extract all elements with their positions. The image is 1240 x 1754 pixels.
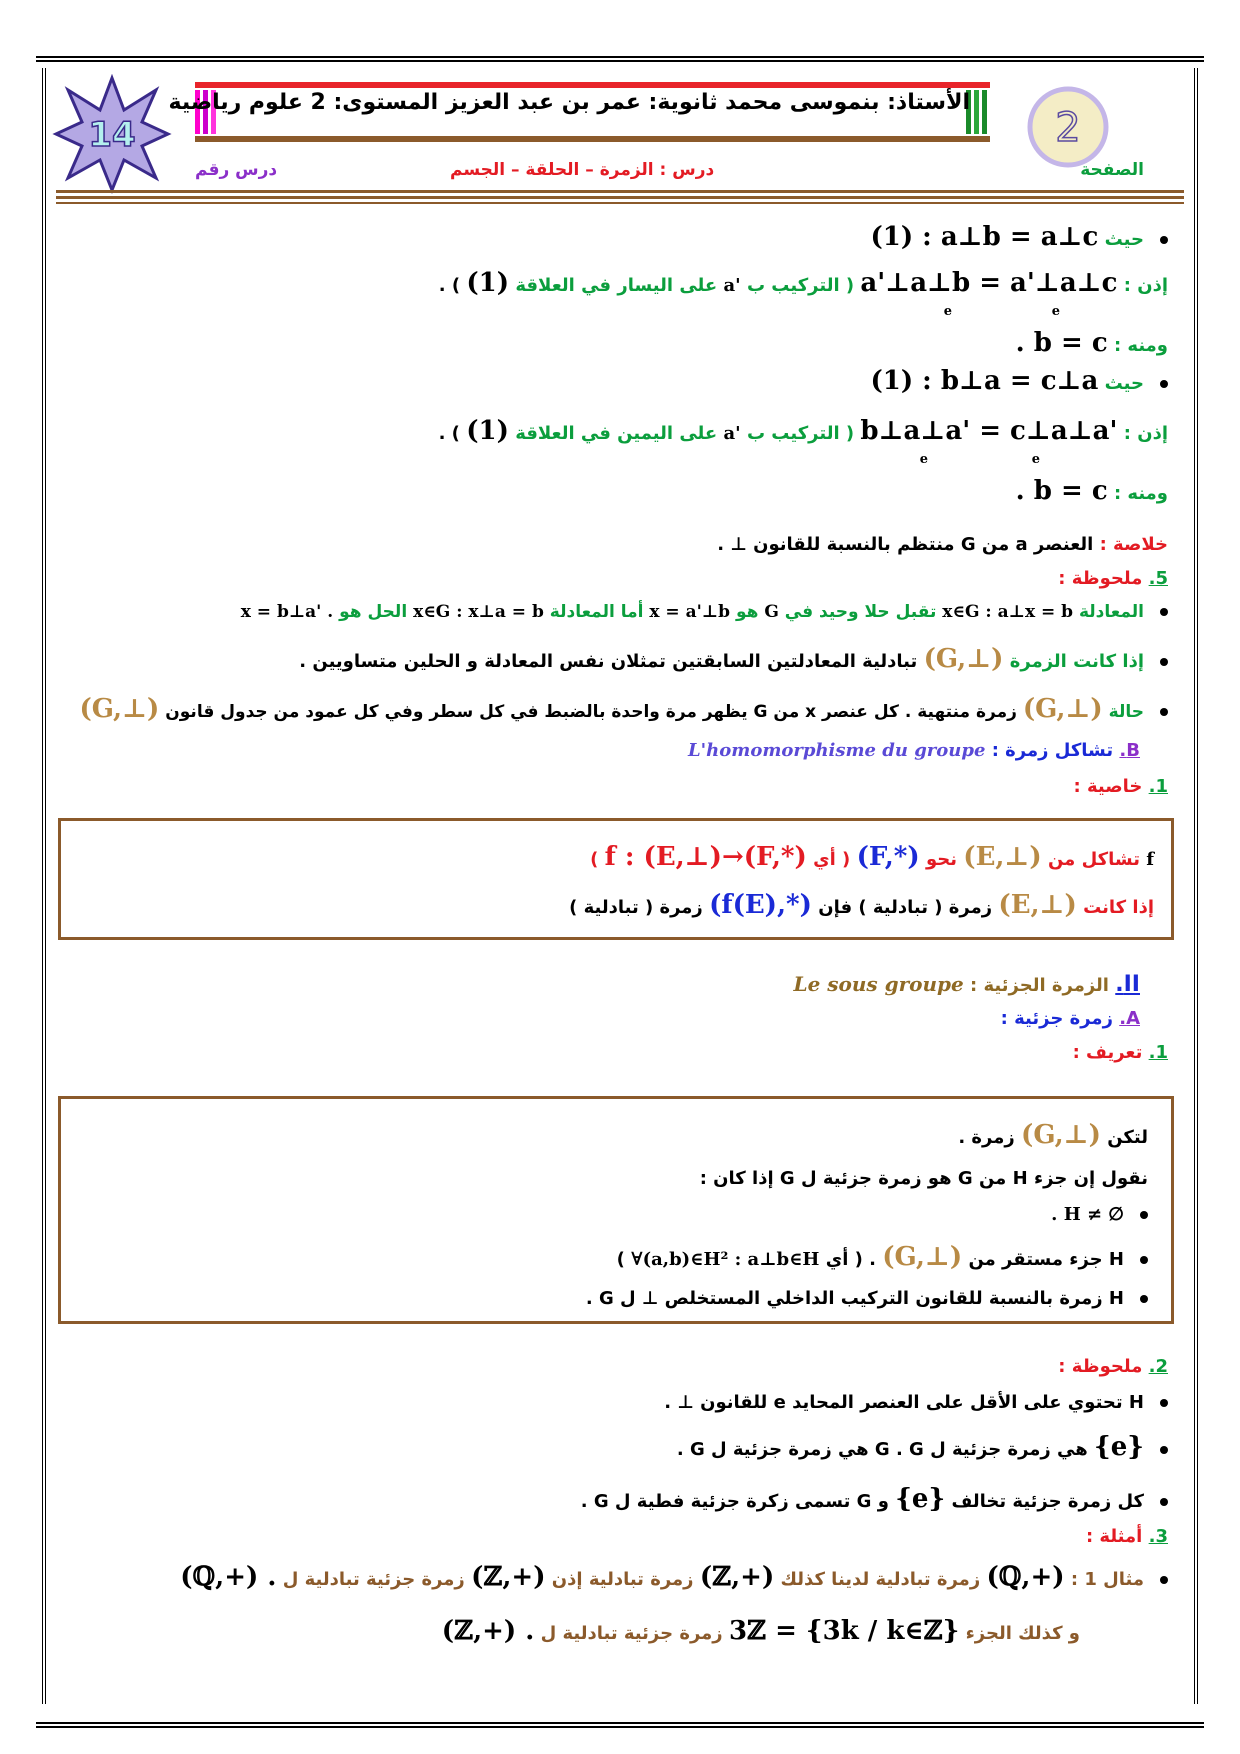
- note-compose: ( التركيب ب: [746, 275, 855, 296]
- section-title: تشاكل زمرة :: [991, 740, 1114, 761]
- note-line-3: [581, 1484, 1168, 1514]
- bullet: [1160, 1498, 1168, 1506]
- ref-1: (1): [466, 268, 510, 298]
- heading-note-5: [1058, 568, 1168, 589]
- header-rule-2: [56, 196, 1184, 199]
- condition-nonempty: . H ≠ ∅: [1051, 1204, 1124, 1225]
- line-where-1: [870, 222, 1168, 252]
- group-E: (E,⊥): [998, 890, 1077, 920]
- lesson-number-label: درس رقم: [195, 160, 278, 180]
- box2-line-4: [617, 1242, 1148, 1272]
- group-fE: (f(E),*): [709, 890, 812, 920]
- ref-1: (1): [466, 416, 509, 446]
- section-number: 2.: [1148, 1356, 1168, 1377]
- header-bottom-rule: [195, 136, 990, 142]
- text-ie: ( أي: [813, 849, 851, 870]
- text-to: نحو: [925, 849, 957, 870]
- header-top-rule: [195, 82, 990, 88]
- symbol-G: G: [764, 602, 779, 622]
- note-trivial-subgroups: هي زمرة جزئية ل G . G هي زمرة جزئية ل G .: [676, 1439, 1088, 1460]
- header-rule-1: [56, 190, 1184, 193]
- bullet: [1160, 1399, 1168, 1407]
- label-then: إذن :: [1123, 423, 1168, 444]
- label-conclusion: خلاصة :: [1099, 534, 1168, 555]
- section-number: 1.: [1148, 776, 1168, 797]
- property-box: [58, 818, 1174, 940]
- subscript-e-3: e: [1031, 452, 1040, 467]
- group-Q: (ℚ,+) .: [180, 1562, 277, 1592]
- group-Q: (ℚ,+): [986, 1562, 1065, 1592]
- text-finite-group: زمرة منتهية . كل عنصر x من G يظهر مرة واحدة بالضبط في كل سطر وفي كل عمود من جدول قانون: [165, 702, 1017, 722]
- text-also-part: و كذلك الجزء: [965, 1623, 1080, 1644]
- badge-number: 14: [88, 115, 136, 155]
- text-abelian-group: زمرة ( تبادلية ): [569, 897, 703, 918]
- subscript-e-2: e: [943, 304, 952, 319]
- section-title: تعريف :: [1072, 1042, 1143, 1063]
- symbol-a-prime: a': [723, 275, 741, 296]
- header-bar: [168, 82, 990, 142]
- heading-definition: [1073, 1042, 1168, 1063]
- note-compose: ( التركيب ب: [746, 423, 855, 444]
- bullet: [1160, 608, 1168, 616]
- text-abelian-then: زمرة ( تبادلية ) فإن: [818, 897, 993, 918]
- heading-property: [1073, 776, 1168, 797]
- label-then: إذن :: [1123, 275, 1168, 296]
- line-hence-2: [1016, 476, 1168, 506]
- note-right: على اليمين في العلاقة: [515, 423, 718, 444]
- bullet: [1140, 1295, 1148, 1303]
- label-equation: المعادلة: [1078, 602, 1144, 622]
- text-close: ): [616, 1249, 625, 1270]
- section-number: 1.: [1148, 1042, 1168, 1063]
- section-number: B.: [1119, 740, 1140, 761]
- group-E: (E,⊥): [963, 842, 1042, 872]
- header-title: الأستاذ: بنموسى محمد ثانوية: عمر بن عبد العزيز المستوى: 2 علوم رياضية: [168, 90, 970, 115]
- text-if: إذا كانت: [1083, 897, 1154, 918]
- set-e: {e}: [1094, 1432, 1144, 1462]
- bullet: [1160, 658, 1168, 666]
- box2-line-5: [586, 1288, 1148, 1309]
- heading-notes-2: [1058, 1356, 1168, 1377]
- equation-1: (1) : a⊥b = a⊥c: [870, 222, 1099, 252]
- example-line-2: [442, 1616, 1080, 1646]
- bullet: [1160, 1576, 1168, 1584]
- symbol-f: f: [1146, 849, 1154, 870]
- note-left: على اليسار في العلاقة: [515, 275, 718, 296]
- line-conclusion: [717, 534, 1168, 555]
- text-group: زمرة .: [958, 1127, 1015, 1148]
- header-rule-3: [56, 202, 1184, 204]
- subscript-e-1: e: [1051, 304, 1060, 319]
- equation-2: a'⊥a⊥b = a'⊥a⊥c: [860, 268, 1118, 298]
- label-hence: ومنه :: [1113, 483, 1168, 504]
- section-number: 5.: [1148, 568, 1168, 589]
- group-F: (F,*): [856, 842, 920, 872]
- equation-4: (1) : b⊥a = c⊥a: [870, 366, 1099, 396]
- text-is: هو: [735, 602, 759, 622]
- text-abelian-also: زمرة تبادلية لدينا كذلك: [780, 1569, 981, 1590]
- bullet: [1140, 1211, 1148, 1219]
- heading-homomorphism: [688, 740, 1140, 761]
- line-equations: [241, 602, 1168, 622]
- section-title: ملحوظة :: [1058, 1356, 1143, 1377]
- lesson-title: درس : الزمرة – الحلقة – الجسم: [450, 160, 715, 180]
- group-G: (G,⊥): [923, 644, 1004, 674]
- text-solution-is: الحل هو: [339, 602, 408, 622]
- section-number: 3.: [1148, 1526, 1168, 1547]
- section-title: الزمرة الجزئية :: [970, 975, 1109, 996]
- label-hence: ومنه :: [1113, 335, 1168, 356]
- page-number: 2: [1055, 105, 1081, 151]
- set-3Z: 3ℤ = {3k / k∈ℤ}: [728, 1616, 960, 1646]
- note-line-1: [664, 1392, 1168, 1413]
- map-formula: [605, 842, 807, 872]
- box2-line-2: نقول إن جزء H من G هو زمرة جزئية ل G إذا كان :: [699, 1168, 1148, 1189]
- text-ie: . ( أي: [825, 1249, 876, 1270]
- text-stable-part: H جزء مستقر من: [968, 1249, 1124, 1270]
- text-if-group: إذا كانت الزمرة: [1009, 651, 1144, 672]
- condition-stable: ∀(a,b)∈H² : a⊥b∈H: [631, 1249, 820, 1270]
- text-unique-solution: تقبل حلا وحيد في: [784, 602, 937, 622]
- equation-right: x∈G : x⊥a = b: [413, 602, 544, 622]
- equation-5: b⊥a⊥a' = c⊥a⊥a': [860, 416, 1118, 446]
- example-line-1: [180, 1562, 1168, 1592]
- solution-left: x = a'⊥b: [649, 602, 731, 622]
- label-where: حيث: [1104, 229, 1144, 250]
- note-line-2: [677, 1432, 1168, 1462]
- line-then-1: [439, 268, 1168, 298]
- bullet: [1160, 708, 1168, 716]
- section-title: ملحوظة :: [1058, 568, 1143, 589]
- label-case: حالة: [1108, 702, 1144, 722]
- equation-left: x∈G : a⊥x = b: [942, 602, 1074, 622]
- bullet: [1140, 1256, 1148, 1264]
- bullet: [1160, 1446, 1168, 1454]
- line-then-2: [439, 416, 1168, 446]
- text-let: لتكن: [1107, 1127, 1148, 1148]
- box1-line-1: [590, 842, 1154, 872]
- note-end: ) .: [438, 423, 460, 444]
- symbol-a-prime: a': [723, 423, 741, 444]
- group-Z: (ℤ,+): [699, 1562, 775, 1592]
- group-G: (G,⊥): [79, 694, 160, 724]
- condition-group: H زمرة بالنسبة للقانون التركيب الداخلي المستخلص ⊥ ل G .: [585, 1288, 1124, 1309]
- text-close: ): [590, 849, 599, 870]
- note-proper-subgroup-end: و G تسمى زكرة جزئية فطية ل G .: [580, 1491, 889, 1512]
- text-abelian-subgroup-of: زمرة جزئية تبادلية ل: [540, 1623, 723, 1644]
- conclusion-text: العنصر a من G منتظم بالنسبة للقانون ⊥ .: [717, 534, 1094, 555]
- heading-subgroup: [794, 972, 1140, 997]
- map-expression: f : (E,⊥)→(F,*): [604, 842, 807, 872]
- equation-3: . b = c: [1015, 328, 1108, 358]
- bullet: [1160, 236, 1168, 244]
- section-title: خاصية :: [1073, 776, 1143, 797]
- heading-subgroup-a: [1001, 1008, 1140, 1029]
- line-where-2: [870, 366, 1168, 396]
- group-G: (G,⊥): [1022, 694, 1103, 724]
- text-abelian-subgroup-of: زمرة جزئية تبادلية ل: [282, 1569, 465, 1590]
- section-title: أمثلة :: [1085, 1526, 1143, 1547]
- group-Z: (ℤ,+) .: [441, 1616, 535, 1646]
- line-finite-case: [79, 694, 1168, 724]
- text-abelian-then: زمرة تبادلية إذن: [551, 1569, 694, 1590]
- note-identity: H تحتوي على الأقل على العنصر المحايد e للقانون ⊥ .: [664, 1392, 1144, 1413]
- section-number: II.: [1115, 972, 1140, 997]
- text-abelian: تبادلية المعادلتين السابقتين تمثلان نفس المعادلة و الحلين متساويين .: [299, 651, 918, 672]
- page-label: الصفحة: [1080, 160, 1144, 180]
- label-where: حيث: [1104, 373, 1144, 394]
- page-number-badge: [1027, 86, 1109, 168]
- subscript-e-4: e: [919, 452, 928, 467]
- group-G: (G,⊥): [1021, 1120, 1101, 1150]
- set-e: {e}: [895, 1484, 946, 1514]
- section-title: زمرة جزئية :: [1000, 1008, 1113, 1029]
- line-hence-1: [1016, 328, 1168, 358]
- box2-line-1: [958, 1120, 1148, 1150]
- star-badge: [52, 74, 172, 194]
- equation-6: . b = c: [1015, 476, 1108, 506]
- example-label: مثال 1 :: [1070, 1569, 1144, 1590]
- line-abelian: [299, 644, 1168, 674]
- section-title-fr: Le sous groupe: [793, 972, 964, 996]
- solution-right: x = b⊥a' .: [240, 602, 334, 622]
- text-homomorphism-from: تشاكل من: [1047, 849, 1140, 870]
- heading-examples-3: [1086, 1526, 1168, 1547]
- note-end: ) .: [438, 275, 461, 296]
- section-title-fr: L'homomorphisme du groupe: [688, 740, 986, 761]
- section-number: A.: [1119, 1008, 1140, 1029]
- text-other-equation: أما المعادلة: [549, 602, 644, 622]
- group-G: (G,⊥): [882, 1242, 963, 1272]
- box2-line-3: [1051, 1204, 1148, 1225]
- group-Z: (ℤ,+): [471, 1562, 546, 1592]
- bullet: [1160, 380, 1168, 388]
- note-proper-subgroup: كل زمرة جزئية تخالف: [951, 1491, 1144, 1512]
- box1-line-2: [569, 890, 1154, 920]
